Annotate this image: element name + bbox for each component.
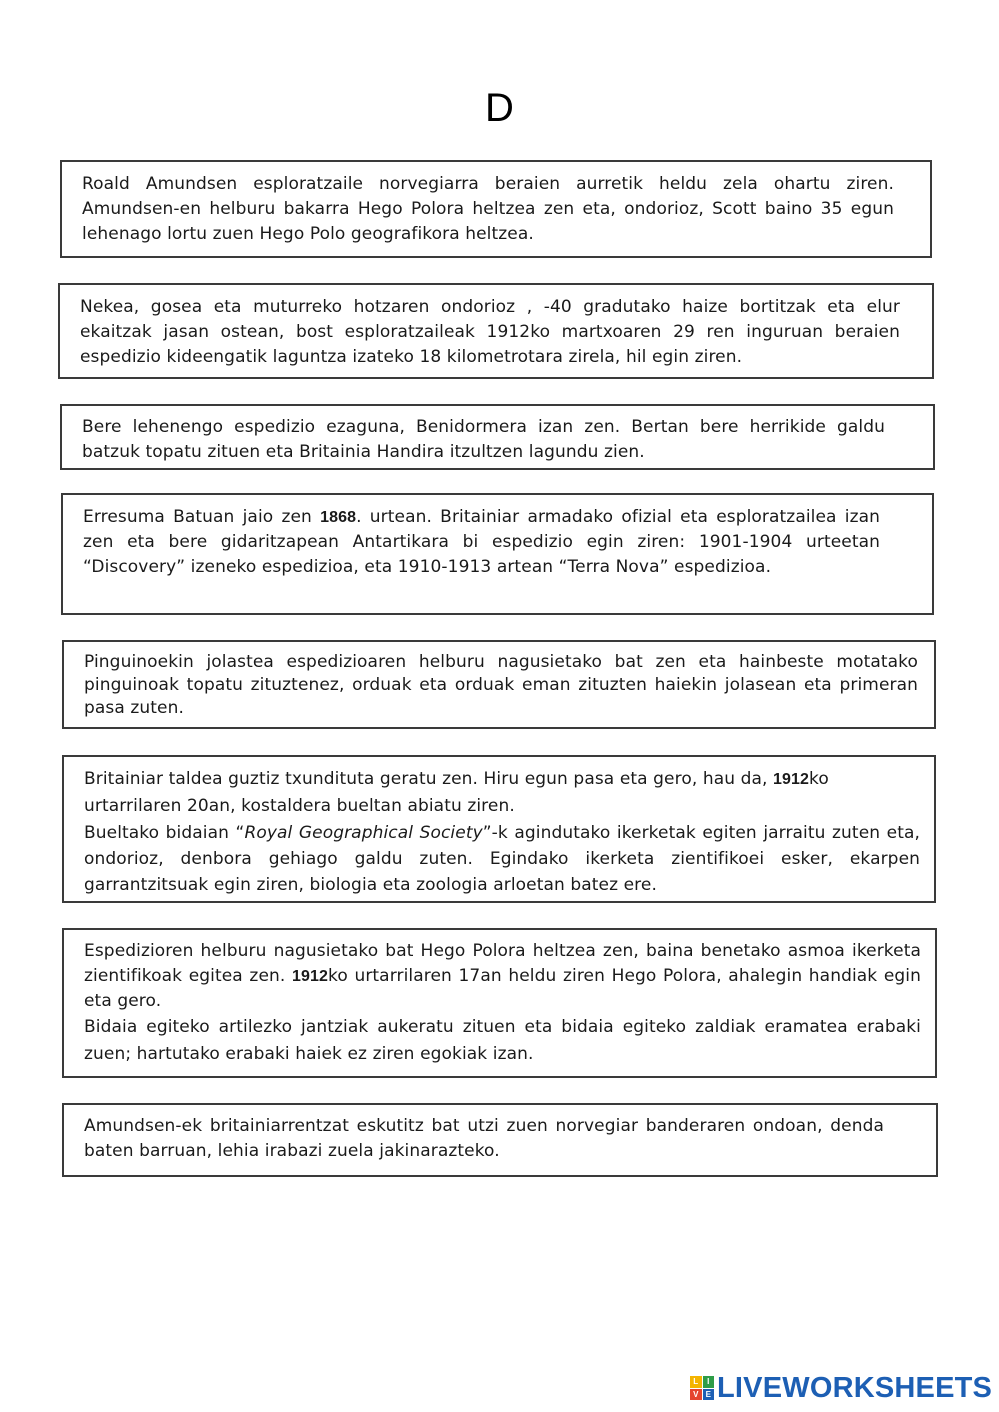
card-7-year: 1912 — [292, 968, 328, 985]
card-2-text: Nekea, gosea eta muturreko hotzaren ondorioz , -40 gradutako haize bortitzak eta elur ekaitzak jasan ostean, bost esploratzaileak 1912ko martxoaren 29 ren inguruan beraien espedizio kideengatik laguntza izateko 18 kilometrotara zirela, hil egin ziren. — [80, 297, 900, 367]
card-6-text-a: Britainiar taldea guztiz txundituta geratu zen. Hiru egun pasa eta gero, hau da, — [84, 769, 774, 789]
card-7-p1 — [84, 939, 921, 1014]
card-3[interactable] — [60, 404, 935, 470]
card-6-italic: Royal Geographical Society — [244, 823, 483, 843]
page-title: D — [485, 86, 514, 130]
card-2[interactable] — [58, 283, 934, 379]
card-4-text-a: Erresuma Batuan jaio zen — [83, 507, 321, 527]
logo-cell-v: V — [690, 1389, 702, 1401]
card-5-text: Pinguinoekin jolastea espedizioaren helburu nagusietako bat zen eta hainbeste motatako pinguinoak topatu zituztenez, orduak eta orduak eman zituzten haiekin jolasean eta primeran pasa zuten. — [84, 652, 918, 718]
card-5[interactable] — [62, 640, 936, 729]
card-8-text: Amundsen-ek britainiarrentzat eskutitz bat utzi zuen norvegiar banderaren ondoan, denda baten barruan, lehia irabazi zuela jakinarazteko. — [84, 1116, 884, 1161]
card-4-text-b: . urtean. Britainiar armadako ofizial eta esploratzailea izan zen eta bere gidaritzapean Antartikara bi espedizio egin ziren: 1901-1904 urteetan “Discovery” izeneko espedizioa, eta 1910-1913 artean “Terra Nova” espedizioa. — [83, 507, 880, 577]
brand-name: LIVEWORKSHEETS — [717, 1371, 993, 1404]
card-6-year: 1912 — [773, 771, 810, 788]
card-6-text-b: ko urtarrilaren 20an, kostaldera bueltan abiatu ziren. — [84, 769, 829, 816]
logo-cell-e: E — [703, 1389, 715, 1401]
card-6[interactable] — [62, 755, 936, 903]
card-4-year: 1868 — [320, 509, 357, 526]
card-6-text-c: Bueltako bidaian “ — [84, 823, 245, 843]
card-4[interactable] — [61, 493, 934, 615]
card-6-text-d: ”-k agindutako ikerketak egiten jarraitu zuten eta, ondorioz, denbora gehiago galdu zuten. Egindako ikerketa zientifikoei esker, ekarpen garrantzitsuak egin ziren, biologia eta zoologia arloetan batez ere. — [84, 823, 920, 895]
card-7-text-a: Espedizioren helburu nagusietako bat Hego Polora heltzea zen, baina benetako asmoa ikerketa zientifikoak egitea zen. — [84, 941, 921, 986]
card-7[interactable] — [62, 928, 937, 1078]
card-4-text — [83, 505, 880, 580]
card-7-text-b: ko urtarrilaren 17an heldu ziren Hego Polora, ahalegin handiak egin eta gero. — [84, 966, 922, 1011]
logo-cell-i: I — [703, 1376, 715, 1388]
card-8[interactable] — [62, 1103, 938, 1177]
card-7-p2: Bidaia egiteko artilezko jantziak aukeratu zituen eta bidaia egiteko zaldiak eramatea erabaki zuen; hartutako erabaki haiek ez ziren egokiak izan. — [84, 1017, 921, 1064]
liveworksheets-brand — [690, 1370, 992, 1406]
logo-cell-l: L — [690, 1376, 702, 1388]
liveworksheets-logo-icon — [690, 1376, 714, 1400]
card-1[interactable] — [60, 160, 932, 258]
card-6-p1 — [84, 766, 920, 820]
card-1-text: Roald Amundsen esploratzaile norvegiarra beraien aurretik heldu zela ohartu ziren. Amundsen-en helburu bakarra Hego Polora heltzea zen eta, ondorioz, Scott baino 35 egun lehenago lortu zuen Hego Polo geografikora heltzea. — [82, 174, 894, 244]
card-6-p2 — [84, 820, 920, 898]
card-3-text: Bere lehenengo espedizio ezaguna, Benidormera izan zen. Bertan bere herrikide galdu batzuk topatu zituen eta Britainia Handira itzultzen lagundu zien. — [82, 417, 885, 462]
